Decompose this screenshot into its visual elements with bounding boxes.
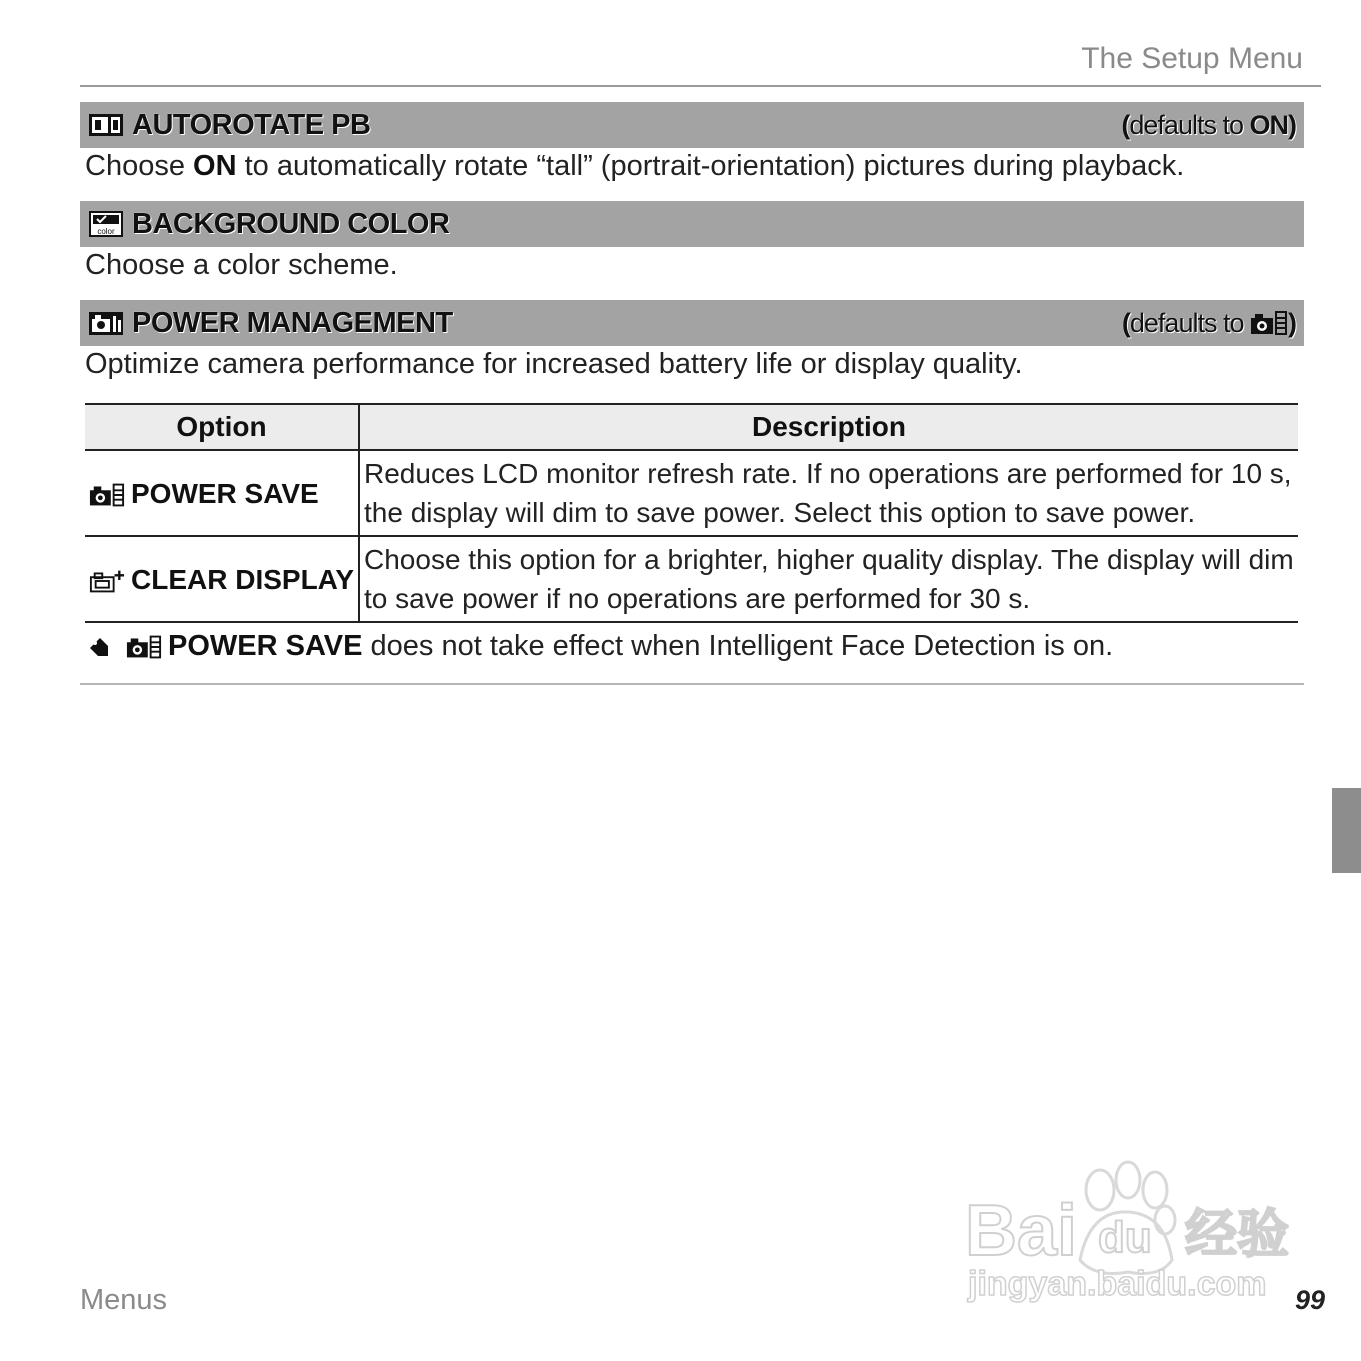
table-header-row	[85, 404, 1298, 450]
table-row	[85, 450, 1298, 536]
section-background-color-description: Choose a color scheme.	[85, 249, 398, 281]
description-cell: Reduces LCD monitor refresh rate. If no operations are performed for 10 s, the display will dim to save power. Select this option to save power.	[359, 450, 1298, 536]
page-number: 99	[1294, 1285, 1325, 1315]
power-save-icon	[126, 634, 162, 660]
footer-section-label: Menus	[80, 1284, 168, 1316]
clear-display-icon	[89, 568, 125, 594]
defaults-value: ON	[1249, 109, 1288, 140]
svg-text:Bai: Bai	[965, 1191, 1078, 1271]
section-defaults: ( defaults to ON )	[1121, 109, 1296, 140]
section-title: POWER MANAGEMENT	[132, 306, 453, 339]
header-rule	[80, 85, 1321, 87]
section-background-color-header	[80, 201, 1304, 247]
column-header-option: Option	[85, 404, 359, 450]
section-autorotate-header	[80, 102, 1304, 148]
note-text: does not take effect when Intelligent Face Detection is on.	[370, 630, 1114, 662]
defaults-prefix: defaults to	[1129, 109, 1243, 140]
table-row	[85, 536, 1298, 622]
power-save-icon	[89, 482, 125, 508]
section-bottom-rule	[80, 683, 1304, 685]
description-text: to automatically rotate “tall” (portrait-orientation) pictures during playback.	[244, 150, 1185, 182]
option-name: CLEAR DISPLAY	[131, 563, 355, 595]
option-cell	[85, 536, 359, 622]
baidu-watermark-logo	[960, 1150, 1290, 1310]
section-power-management-description: Optimize camera performance for increased battery life or display quality.	[85, 348, 1023, 380]
column-header-description: Description	[359, 404, 1298, 450]
note-bold: POWER SAVE	[168, 630, 363, 662]
section-defaults: ( defaults to )	[1121, 307, 1296, 338]
page-header-title: The Setup Menu	[1081, 42, 1303, 75]
power-management-icon	[88, 309, 124, 337]
background-color-icon	[88, 210, 124, 238]
power-save-icon	[1250, 310, 1288, 336]
section-title: BACKGROUND COLOR	[132, 207, 450, 240]
autorotate-icon	[88, 111, 124, 139]
svg-text:经验: 经验	[1185, 1205, 1290, 1265]
chapter-side-tab	[1332, 788, 1361, 873]
description-bold: ON	[193, 150, 237, 182]
description-text: Choose	[85, 150, 185, 182]
section-power-management-header	[80, 300, 1304, 346]
option-cell	[85, 450, 359, 536]
option-name: POWER SAVE	[131, 477, 319, 509]
options-table	[85, 403, 1298, 623]
section-autorotate-description	[85, 150, 1184, 183]
defaults-prefix: defaults to	[1129, 307, 1244, 338]
svg-text:color: color	[97, 227, 115, 236]
description-cell: Choose this option for a brighter, higher quality display. The display will dim to save power if no operations are performed for 30 s.	[359, 536, 1298, 622]
svg-text:du: du	[1098, 1213, 1152, 1262]
power-save-note	[88, 630, 1113, 663]
svg-text:jingyan.baidu.com: jingyan.baidu.com	[968, 1265, 1267, 1303]
note-tag-icon	[88, 636, 110, 658]
section-title: AUTOROTATE PB	[132, 108, 371, 141]
